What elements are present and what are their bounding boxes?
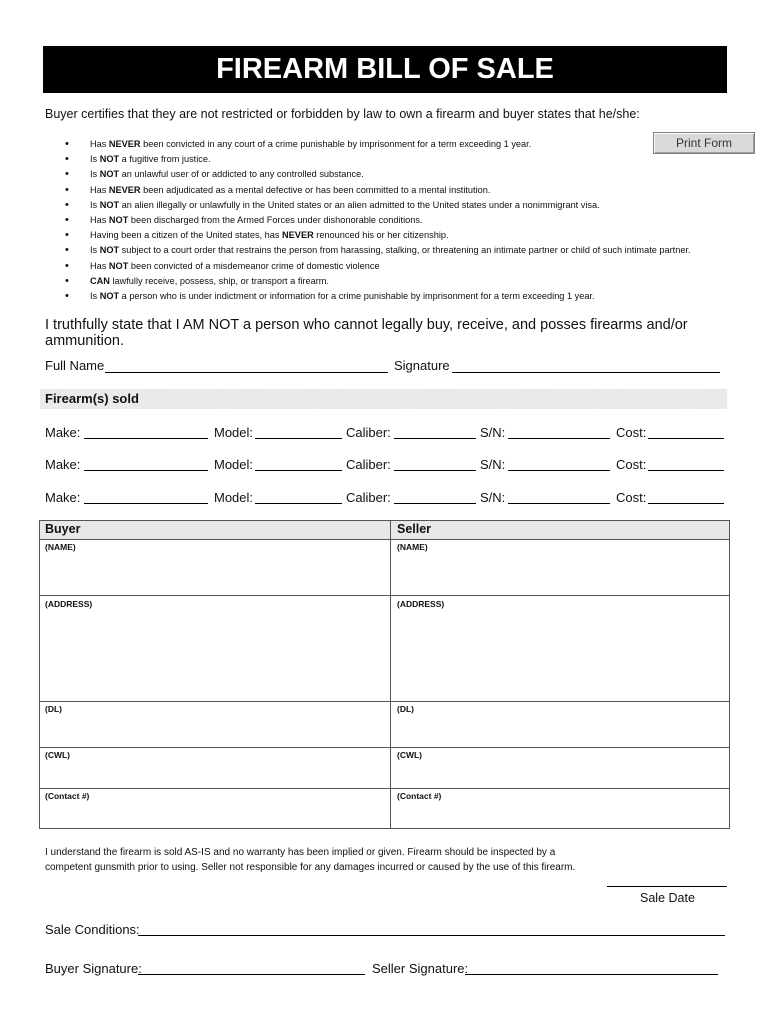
seller-dl-label: (DL) <box>397 704 414 714</box>
requirement-item <box>60 243 691 258</box>
page-title: FIREARM BILL OF SALE <box>43 46 727 93</box>
caliber-label: Caliber: <box>346 490 391 505</box>
caliber-label: Caliber: <box>346 425 391 440</box>
caliber-field[interactable] <box>394 438 476 439</box>
seller-contact-label: (Contact #) <box>397 791 442 801</box>
requirement-emphasis: CAN <box>90 275 110 286</box>
serial-label: S/N: <box>480 490 506 505</box>
requirement-text: renounced his or her citizenship. <box>313 230 449 241</box>
requirement-text: an alien illegally or unlawfully in the United states or an alien admitted to the United states under a nonimmigrant visa. <box>119 199 600 210</box>
full-name-field[interactable] <box>105 372 388 373</box>
seller-cwl-label: (CWL) <box>397 750 423 760</box>
caliber-label: Caliber: <box>346 457 391 472</box>
requirement-item <box>60 152 691 167</box>
disclaimer-line: I understand the firearm is sold AS-IS and no warranty has been implied or given. Firearm should be inspected by a <box>45 847 556 858</box>
firearms-section-header <box>40 389 727 409</box>
requirement-item <box>60 289 691 304</box>
sale-conditions-label: Sale Conditions: <box>45 922 140 937</box>
cost-field[interactable] <box>648 503 724 504</box>
model-field[interactable] <box>255 438 342 439</box>
requirement-item <box>60 259 691 274</box>
make-label: Make: <box>45 490 81 505</box>
requirement-text: Is <box>90 199 100 210</box>
buyer-cwl-field[interactable] <box>40 748 390 788</box>
seller-cwl-field[interactable] <box>391 748 729 788</box>
legal-statement: I truthfully state that I AM NOT a person who cannot legally buy, receive, and posses firearms and/or ammunition. <box>45 317 688 349</box>
firearms-section-title: Firearm(s) sold <box>45 391 139 406</box>
requirement-emphasis: NEVER <box>108 184 141 195</box>
bullet-icon: • <box>65 229 69 242</box>
requirement-emphasis: NOT <box>108 260 129 271</box>
serial-label: S/N: <box>480 457 506 472</box>
requirement-emphasis: NOT <box>99 154 120 165</box>
requirement-item <box>60 198 691 213</box>
serial-field[interactable] <box>508 438 610 439</box>
intro-text: Buyer certifies that they are not restricted or forbidden by law to own a firearm and buyer states that he/she: <box>45 107 640 121</box>
cost-field[interactable] <box>648 470 724 471</box>
seller-signature-label: Seller Signature: <box>372 961 469 976</box>
requirement-item <box>60 274 691 289</box>
requirement-text: been convicted in any court of a crime punishable by imprisonment for a term exceeding 1 year. <box>140 139 532 149</box>
cost-label: Cost: <box>616 425 647 440</box>
requirement-item <box>60 137 691 152</box>
requirement-text: a person who is under indictment or information for a crime punishable by imprisonment for a term exceeding 1 year. <box>119 290 595 301</box>
make-field[interactable] <box>84 470 208 471</box>
requirement-text: Is <box>90 290 100 301</box>
buyer-address-label: (ADDRESS) <box>45 599 93 609</box>
requirement-text: Has <box>90 184 109 195</box>
requirement-text: been adjudicated as a mental defective or has been committed to a mental institution. <box>140 184 491 195</box>
bullet-icon: • <box>65 198 69 211</box>
table-header-row <box>40 521 729 540</box>
signature-field[interactable] <box>452 372 720 373</box>
bullet-icon: • <box>65 183 69 196</box>
requirement-text: Is <box>90 169 100 180</box>
requirement-text: been discharged from the Armed Forces under dishonorable conditions. <box>128 214 423 225</box>
bullet-icon: • <box>65 274 69 287</box>
requirement-text: Having been a citizen of the United states, has <box>90 230 283 241</box>
seller-address-label: (ADDRESS) <box>397 599 445 609</box>
buyer-address-field[interactable] <box>40 596 390 701</box>
requirement-emphasis: NOT <box>99 245 120 256</box>
buyer-contact-label: (Contact #) <box>45 791 90 801</box>
requirement-text: Has <box>90 260 109 271</box>
requirement-text: Is <box>90 154 100 165</box>
make-field[interactable] <box>84 503 208 504</box>
serial-field[interactable] <box>508 503 610 504</box>
bullet-icon: • <box>65 289 69 302</box>
model-label: Model: <box>214 490 254 505</box>
bullet-icon: • <box>65 244 69 257</box>
sale-conditions-field[interactable] <box>138 935 725 936</box>
requirement-item <box>60 167 691 182</box>
model-field[interactable] <box>255 503 342 504</box>
caliber-field[interactable] <box>394 470 476 471</box>
requirement-emphasis: NOT <box>99 199 120 210</box>
bullet-icon: • <box>65 153 69 166</box>
sale-date-field[interactable] <box>607 886 727 887</box>
full-name-label: Full Name <box>45 358 105 373</box>
requirement-text: subject to a court order that restrains the person from harassing, stalking, or threatening an intimate partner or child of such intimate partner. <box>119 245 691 256</box>
requirement-text: been convicted of a misdemeanor crime of domestic violence <box>128 260 380 271</box>
seller-dl-field[interactable] <box>391 702 729 747</box>
bullet-icon: • <box>65 259 69 272</box>
signature-label: Signature <box>394 358 450 373</box>
requirement-text: a fugitive from justice. <box>119 154 211 165</box>
buyer-contact-field[interactable] <box>40 789 390 828</box>
seller-name-label: (NAME) <box>397 542 428 552</box>
seller-contact-field[interactable] <box>391 789 729 828</box>
disclaimer <box>45 845 575 875</box>
buyer-dl-field[interactable] <box>40 702 390 747</box>
buyer-signature-label: Buyer Signature: <box>45 961 142 976</box>
requirement-item <box>60 213 691 228</box>
serial-field[interactable] <box>508 470 610 471</box>
model-label: Model: <box>214 457 254 472</box>
requirement-emphasis: NOT <box>108 214 129 225</box>
make-label: Make: <box>45 425 81 440</box>
caliber-field[interactable] <box>394 503 476 504</box>
requirement-text: lawfully receive, possess, ship, or transport a firearm. <box>109 275 329 286</box>
requirement-item <box>60 228 691 243</box>
cost-label: Cost: <box>616 457 647 472</box>
seller-address-field[interactable] <box>391 596 729 701</box>
seller-header: Seller <box>397 522 432 536</box>
model-field[interactable] <box>255 470 342 471</box>
disclaimer-line: competent gunsmith prior to using. Seller not responsible for any damages incurred or caused by the use of this firearm. <box>45 862 576 873</box>
requirements-list <box>60 137 691 304</box>
buyer-header: Buyer <box>45 522 81 536</box>
bullet-icon: • <box>65 138 69 150</box>
bullet-icon: • <box>65 213 69 226</box>
requirement-text: Is <box>90 245 100 256</box>
requirement-emphasis: NEVER <box>282 230 314 241</box>
print-form-button[interactable]: Print Form <box>653 132 755 154</box>
requirement-text: Has <box>90 214 109 225</box>
requirement-text: an unlawful user of or addicted to any controlled substance. <box>119 169 364 180</box>
requirement-text: Has <box>90 139 109 149</box>
buyer-cwl-label: (CWL) <box>45 750 71 760</box>
cost-label: Cost: <box>616 490 647 505</box>
requirement-item <box>60 183 691 198</box>
cost-field[interactable] <box>648 438 724 439</box>
make-label: Make: <box>45 457 81 472</box>
bullet-icon: • <box>65 168 69 181</box>
buyer-signature-field[interactable] <box>138 974 365 975</box>
buyer-dl-label: (DL) <box>45 704 62 714</box>
buyer-name-field[interactable] <box>40 540 390 595</box>
requirement-emphasis: NEVER <box>108 139 141 149</box>
requirement-emphasis: NOT <box>99 169 120 180</box>
serial-label: S/N: <box>480 425 506 440</box>
seller-signature-field[interactable] <box>465 974 718 975</box>
sale-date-label: Sale Date <box>640 891 695 905</box>
seller-name-field[interactable] <box>391 540 729 595</box>
requirement-emphasis: NOT <box>99 290 120 301</box>
make-field[interactable] <box>84 438 208 439</box>
buyer-name-label: (NAME) <box>45 542 76 552</box>
model-label: Model: <box>214 425 254 440</box>
